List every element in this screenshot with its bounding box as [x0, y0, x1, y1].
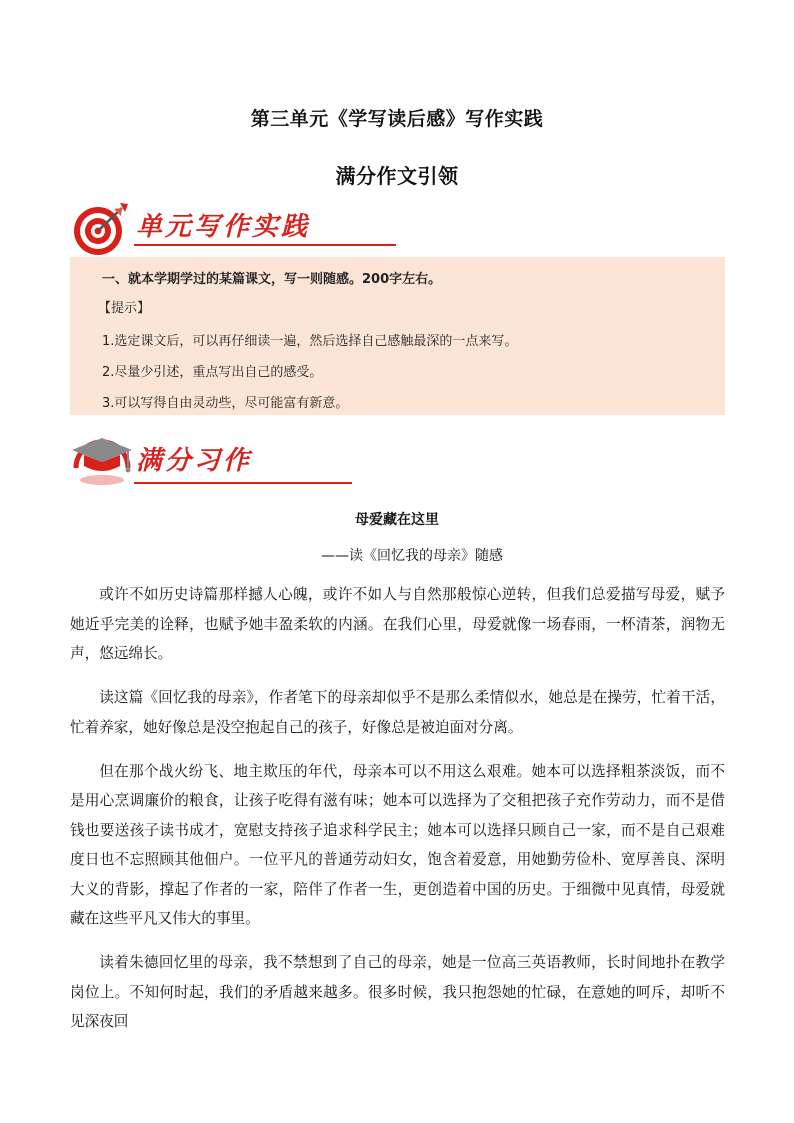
graduation-cap-icon [70, 428, 134, 490]
page-title: 第三单元《学写读后感》写作实践 [250, 108, 544, 130]
section-banner-full-score [70, 428, 290, 486]
essay-paragraph: 但在那个战火纷飞、地主欺压的年代，母亲本可以不用这么艰难。她本可以选择粗茶淡饭，而不是用心烹调廉价的粮食，让孩子吃得有滋有味；她本可以选择为了交租把孩子充作劳动力，而不是借钱也要送孩子读书成才，宽慰支持孩子追求科学民主；她本可以选择只顾自己一家，而不是自己艰难度日也不忘照顾其他佃户。一位平凡的普通劳动妇女，饱含着爱意，用她勤劳俭朴、宽厚善良、深明大义的背影，撑起了作者的一家，陪伴了作者一生，更创造着中国的历史。于细微中见真情，母爱就藏在这些平凡又伟大的事里。 [70, 762, 725, 927]
essay-title: 母爱藏在这里 [355, 512, 439, 528]
target-icon [70, 200, 132, 258]
page-subtitle: 满分作文引领 [335, 164, 459, 188]
section-banner-writing-practice [70, 200, 340, 258]
essay-body [70, 580, 725, 1051]
hint-item: 3.可以写得自由灵动些，尽可能富有新意。 [102, 396, 349, 411]
banner-underline [134, 244, 396, 246]
essay-paragraph: 读这篇《回忆我的母亲》，作者笔下的母亲却似乎不是那么柔情似水，她总是在操劳，忙着干活，忙着养家，她好像总是没空抱起自己的孩子，好像总是被迫面对分离。 [70, 689, 725, 736]
task-text: 一、就本学期学过的某篇课文，写一则随感。200字左右。 [102, 272, 442, 287]
banner-label: 单元写作实践 [136, 212, 311, 242]
essay-paragraph: 读着朱德回忆里的母亲，我不禁想到了自己的母亲，她是一位高三英语教师，长时间地扑在教学岗位上。不知何时起，我们的矛盾越来越多。很多时候，我只抱怨她的忙碌，在意她的呵斥，却听不见深夜回 [70, 954, 725, 1030]
essay-paragraph: 或许不如历史诗篇那样撼人心魄，或许不如人与自然那般惊心逆转，但我们总爱描写母爱，赋予她近乎完美的诠释，也赋予她丰盈柔软的内涵。在我们心里，母爱就像一场春雨，一杯清茶，润物无声，悠远绵长。 [70, 586, 725, 662]
essay-subtitle: ——读《回忆我的母亲》随感 [321, 548, 503, 564]
hint-item: 1.选定课文后，可以再仔细读一遍，然后选择自己感触最深的一点来写。 [102, 334, 518, 349]
hint-label: 【提示】 [98, 301, 151, 316]
task-box [70, 257, 725, 415]
hint-item: 2.尽量少引述，重点写出自己的感受。 [102, 365, 323, 380]
banner-underline [134, 482, 352, 484]
banner-label: 满分习作 [136, 446, 253, 476]
